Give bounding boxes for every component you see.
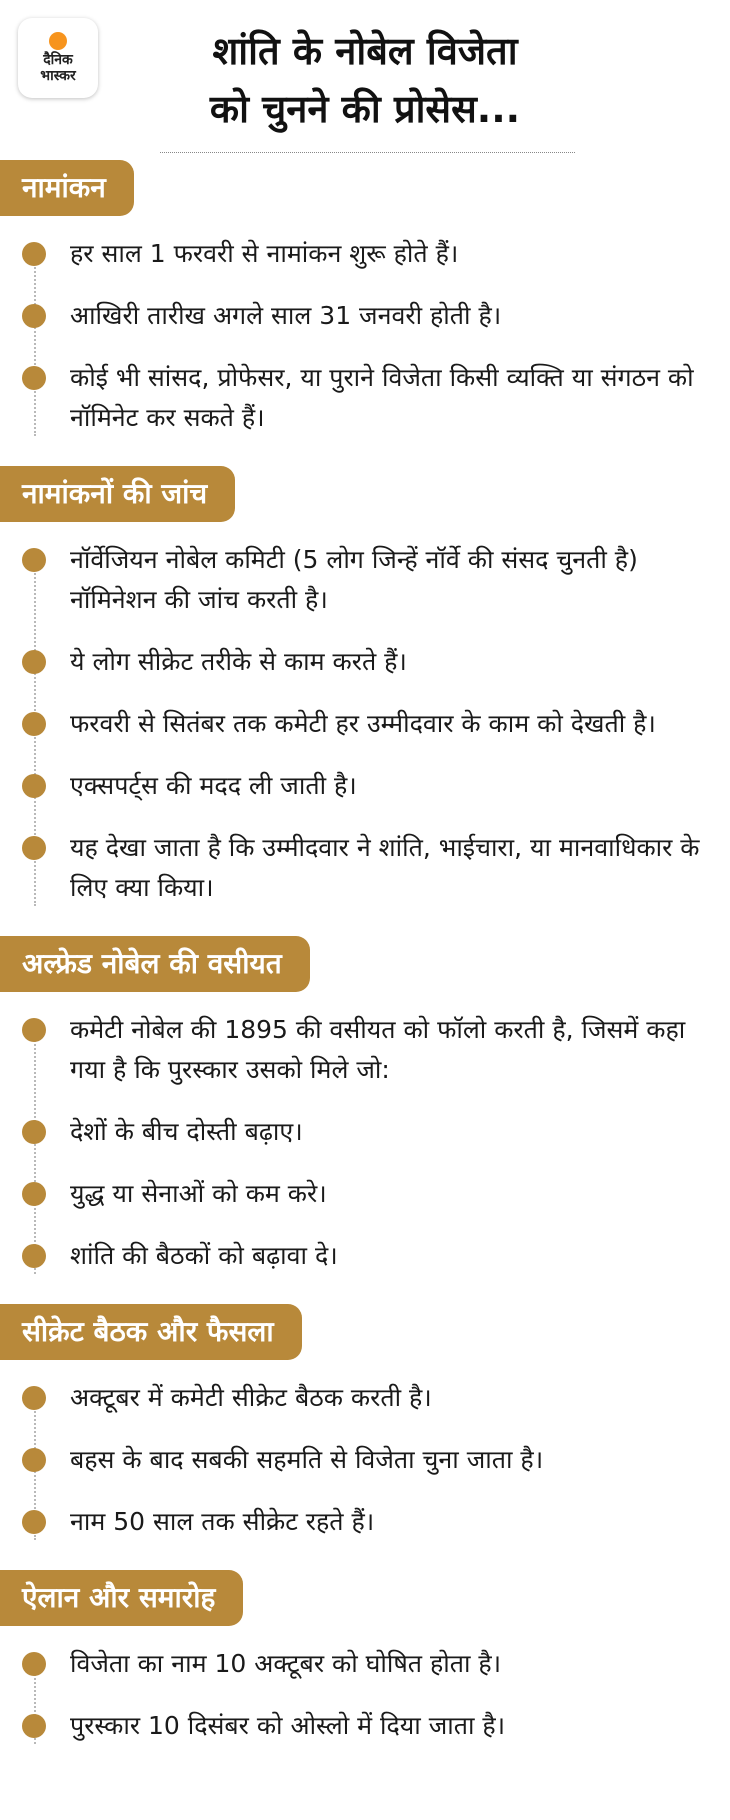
list-item-text: आखिरी तारीख अगले साल 31 जनवरी होती है। <box>70 301 502 330</box>
bullet-list <box>0 1360 730 1570</box>
list-item <box>0 234 730 274</box>
list-item-text: विजेता का नाम 10 अक्टूबर को घोषित होता है। <box>70 1649 502 1678</box>
section <box>0 1570 730 1774</box>
list-item <box>0 1378 730 1418</box>
section <box>0 1304 730 1570</box>
list-item <box>0 1440 730 1480</box>
page-title <box>130 22 600 138</box>
title-divider <box>160 152 575 153</box>
bullet-dot-icon <box>22 712 46 736</box>
list-item <box>0 1706 730 1746</box>
bullet-dot-icon <box>22 650 46 674</box>
bullet-list <box>0 1626 730 1774</box>
list-item-text: नाम 50 साल तक सीक्रेट रहते हैं। <box>70 1507 375 1536</box>
list-item <box>0 642 730 682</box>
list-item <box>0 296 730 336</box>
bullet-dot-icon <box>22 836 46 860</box>
list-item-text: एक्सपर्ट्स की मदद ली जाती है। <box>70 771 357 800</box>
list-item-text: अक्टूबर में कमेटी सीक्रेट बैठक करती है। <box>70 1383 432 1412</box>
list-item <box>0 1010 730 1090</box>
bullet-dot-icon <box>22 1182 46 1206</box>
dainik-bhaskar-logo <box>18 18 98 98</box>
section-label: ऐलान और समारोह <box>0 1570 243 1626</box>
logo-text-line2: भास्कर <box>40 68 76 84</box>
section <box>0 160 730 466</box>
list-item-text: शांति की बैठकों को बढ़ावा दे। <box>70 1241 338 1270</box>
section-label: नामांकन <box>0 160 134 216</box>
list-item <box>0 766 730 806</box>
bullet-dot-icon <box>22 366 46 390</box>
section <box>0 936 730 1304</box>
process-sections <box>0 160 730 1774</box>
list-item-text: पुरस्कार 10 दिसंबर को ओस्लो में दिया जाता है। <box>70 1711 506 1740</box>
bullet-dot-icon <box>22 774 46 798</box>
logo-text-line1: दैनिक <box>43 52 73 68</box>
list-item-text: युद्ध या सेनाओं को कम करे। <box>70 1179 327 1208</box>
bullet-list <box>0 216 730 466</box>
list-item-text: ये लोग सीक्रेट तरीके से काम करते हैं। <box>70 647 407 676</box>
page-title-line2: को चुनने की प्रोसेस... <box>209 87 521 131</box>
bullet-list <box>0 992 730 1304</box>
bullet-dot-icon <box>22 1018 46 1042</box>
list-item <box>0 358 730 438</box>
list-item <box>0 1644 730 1684</box>
header <box>0 0 730 160</box>
list-item <box>0 1112 730 1152</box>
list-item-text: हर साल 1 फरवरी से नामांकन शुरू होते हैं। <box>70 239 459 268</box>
bullet-dot-icon <box>22 548 46 572</box>
bullet-list <box>0 522 730 936</box>
list-item-text: कोई भी सांसद, प्रोफेसर, या पुराने विजेता किसी व्यक्ति या संगठन को नॉमिनेट कर सकते हैं। <box>70 363 694 432</box>
bullet-dot-icon <box>22 1120 46 1144</box>
page-title-line1: शांति के नोबेल विजेता <box>212 29 518 73</box>
list-item <box>0 1236 730 1276</box>
list-item <box>0 828 730 908</box>
bullet-dot-icon <box>22 242 46 266</box>
bullet-dot-icon <box>22 1652 46 1676</box>
section-label: नामांकनों की जांच <box>0 466 235 522</box>
list-item <box>0 704 730 744</box>
section-label: सीक्रेट बैठक और फैसला <box>0 1304 302 1360</box>
list-item <box>0 540 730 620</box>
bullet-dot-icon <box>22 1386 46 1410</box>
bullet-dot-icon <box>22 1510 46 1534</box>
section <box>0 466 730 936</box>
bullet-dot-icon <box>22 1244 46 1268</box>
list-item-text: यह देखा जाता है कि उम्मीदवार ने शांति, भाईचारा, या मानवाधिकार के लिए क्या किया। <box>70 833 700 902</box>
list-item-text: कमेटी नोबेल की 1895 की वसीयत को फॉलो करती है, जिसमें कहा गया है कि पुरस्कार उसको मिले जो: <box>70 1015 686 1084</box>
list-item-text: बहस के बाद सबकी सहमति से विजेता चुना जाता है। <box>70 1445 544 1474</box>
list-item-text: नॉर्वेजियन नोबेल कमिटी (5 लोग जिन्हें नॉर्वे की संसद चुनती है) नॉमिनेशन की जांच करती है। <box>70 545 638 614</box>
bullet-dot-icon <box>22 1448 46 1472</box>
bullet-dot-icon <box>22 304 46 328</box>
sun-icon <box>49 32 67 50</box>
section-label: अल्फ्रेड नोबेल की वसीयत <box>0 936 310 992</box>
list-item-text: देशों के बीच दोस्ती बढ़ाए। <box>70 1117 303 1146</box>
list-item <box>0 1502 730 1542</box>
bullet-dot-icon <box>22 1714 46 1738</box>
list-item-text: फरवरी से सितंबर तक कमेटी हर उम्मीदवार के काम को देखती है। <box>70 709 656 738</box>
list-item <box>0 1174 730 1214</box>
